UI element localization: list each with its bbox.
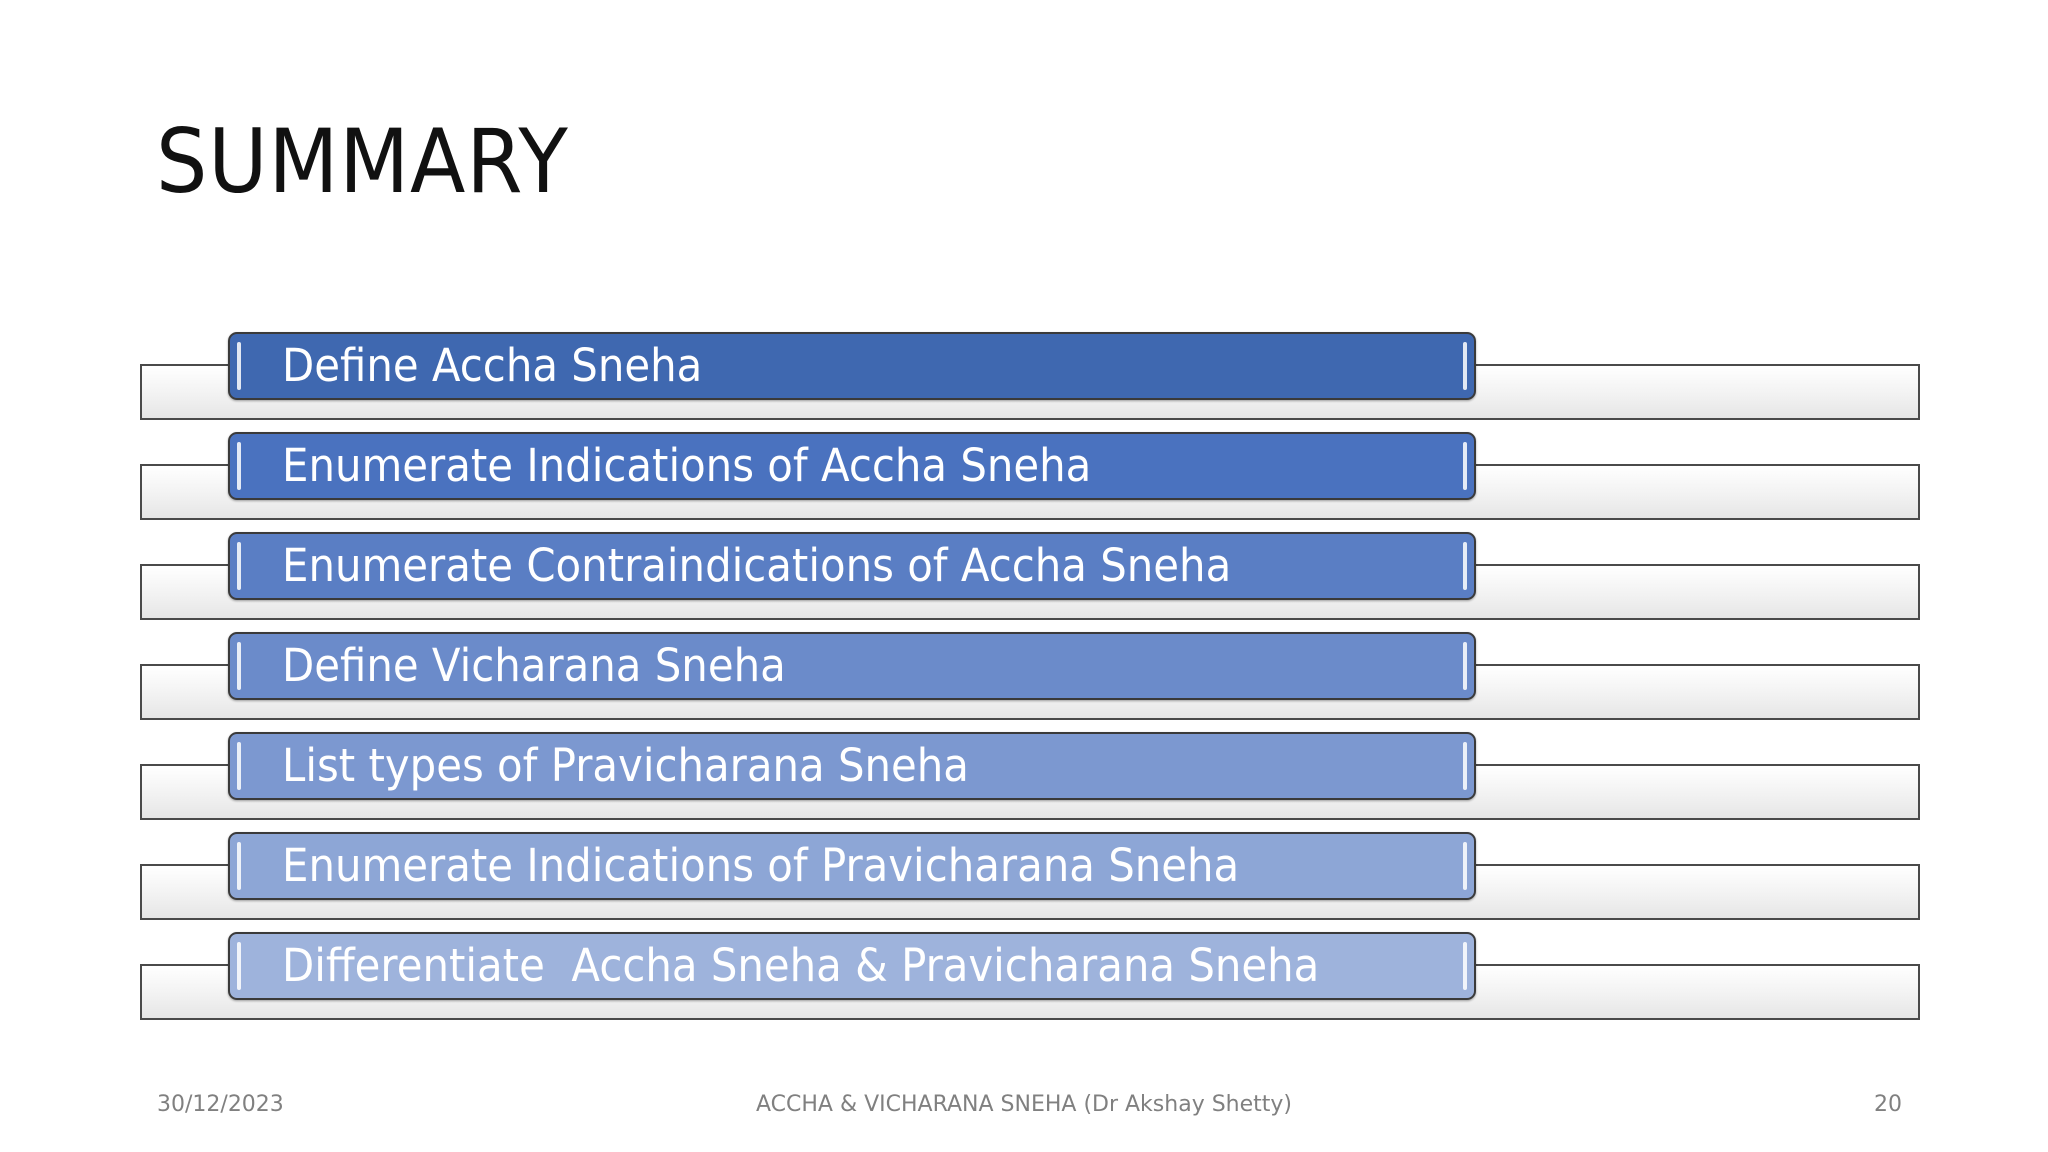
- list-item: [0, 532, 2048, 632]
- list-item-bar: [228, 332, 1476, 400]
- list-item-bar: [228, 632, 1476, 700]
- list-item-label: Enumerate Indications of Pravicharana Sneha: [282, 839, 1240, 892]
- list-item: [0, 932, 2048, 1032]
- list-item-label: Enumerate Indications of Accha Sneha: [282, 439, 1092, 492]
- list-item-bar: [228, 532, 1476, 600]
- slide-title: SUMMARY: [156, 110, 569, 213]
- list-item: [0, 632, 2048, 732]
- list-item-label: List types of Pravicharana Sneha: [282, 739, 969, 792]
- list-item: [0, 732, 2048, 832]
- list-item-bar: [228, 432, 1476, 500]
- list-item-label: Enumerate Contraindications of Accha Sneha: [282, 539, 1232, 592]
- list-item-bar: [228, 732, 1476, 800]
- list-item-label: Differentiate Accha Sneha & Pravicharana Sneha: [282, 939, 1320, 992]
- list-item-label: Define Vicharana Sneha: [282, 639, 786, 692]
- footer-title: ACCHA & VICHARANA SNEHA (Dr Akshay Shetty): [755, 1092, 1292, 1117]
- list-item-bar: [228, 932, 1476, 1000]
- list-item: [0, 432, 2048, 532]
- list-item-bar: [228, 832, 1476, 900]
- list-item-label: Define Accha Sneha: [282, 339, 703, 392]
- list-item: [0, 832, 2048, 932]
- page-number: 20: [1874, 1092, 1902, 1117]
- list-item: [0, 332, 2048, 432]
- footer-date: 30/12/2023: [157, 1092, 284, 1117]
